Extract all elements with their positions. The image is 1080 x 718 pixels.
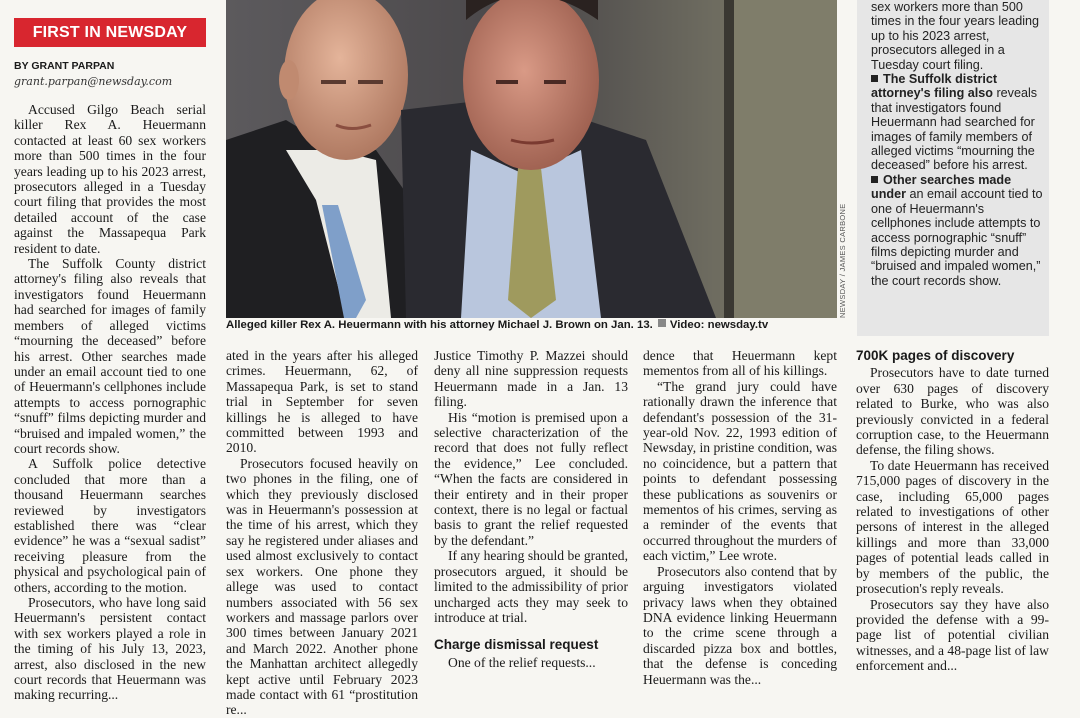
article-column-3 bbox=[434, 348, 628, 675]
square-bullet-icon bbox=[658, 319, 666, 327]
square-bullet-icon bbox=[871, 176, 878, 183]
subhead-discovery: 700K pages of discovery bbox=[856, 348, 1015, 363]
paragraph: One of the relief requests... bbox=[448, 654, 596, 670]
paragraph: Prosecutors focused heavily on two phones in the filing, one of which they previously disclosed was in Heuermann's possession at the time of his arrest, which they say he registered under aliases and used almost exclusively to contact sex workers. One phone they allege was used to contact numbers associated with 56 sex workers and massage parlors over 300 times between January 2021 and March 2022. Another phone the Manhattan architect allegedly kept active until February 2023 made contact with 61 “prostitution re... bbox=[226, 455, 418, 718]
paragraph: To date Heuermann has received 715,000 pages of discovery in the case, including 65,000 pages related to investigations of other persons of interest in the alleged killings and more than 33,000 pages of potential leads called in by members of the public, the prosecution's reply reveals. bbox=[856, 457, 1049, 597]
paragraph: The Suffolk County district attorney's filing also reveals that investigators found Heuermann had searched for images of family members of alleged victims “mourning the deceased” before his arrest. Other searches made under an email account tied to one of Heuermann's cellphones include attempts to access pornographic “snuff” films depicting murder and “bruised and impaled women,” the court records show. bbox=[14, 256, 206, 456]
paragraph: Prosecutors have to date turned over 630 pages of discovery related to Burke, who was also previously convicted in a federal corruption case, to the Heuermann defense, the filing shows. bbox=[856, 365, 1049, 458]
paragraph: Accused Gilgo Beach serial killer Rex A. Heuermann contacted at least 60 sex workers more than 500 times in the four years leading up to his 2023 arrest, prosecutors alleged in a Tuesday court filing that provides the most detailed account of the case against the Massapequa Park resident to date. bbox=[14, 102, 206, 256]
paragraph: If any hearing should be granted, prosecutors argued, it should be limited to the admissibility of prior uncharged acts they may seek to introduce at trial. bbox=[434, 548, 628, 625]
byline: BY GRANT PARPAN bbox=[14, 60, 115, 72]
subhead-charge-dismissal: Charge dismissal request bbox=[434, 637, 599, 653]
paragraph: A Suffolk police detective concluded that more than a thousand Heuermann searches reviewed by investigators established there was “clear evidence” he was a “sexual sadist” receiving pleasure from the physical and psychological pain of others, according to the motion. bbox=[14, 456, 206, 595]
sidebar-bullet: The Suffolk district attorney's filing also reveals that investigators found Heuermann had searched for images of family members of alleged victims “mourning the deceased” before his arrest. bbox=[871, 72, 1038, 173]
paragraph: dence that Heuermann kept mementos from all of his killings. bbox=[643, 348, 837, 379]
section-banner: FIRST IN NEWSDAY bbox=[14, 18, 206, 47]
paragraph: Prosecutors also contend that by arguing investigators violated privacy laws when they obtained DNA evidence linking Heuermann to the crime scene through a discarded pizza box and bottles, that the defense is conceding Heuermann was the... bbox=[643, 563, 837, 687]
square-bullet-icon bbox=[871, 75, 878, 82]
paragraph: Justice Timothy P. Mazzei should deny all nine suppression requests Heuermann made in a Jan. 13 filing. bbox=[434, 348, 628, 410]
author-email: grant.parpan@newsday.com bbox=[14, 75, 173, 88]
article-column-2 bbox=[226, 348, 418, 718]
caption-text: Alleged killer Rex A. Heuermann with his attorney Michael J. Brown on Jan. 13. bbox=[226, 319, 653, 331]
paragraph: ated in the years after his alleged crimes. Heuermann, 62, of Massapequa Park, is set to stand trial in September for seven killings he is alleged to have committed between 1993 and 2010. bbox=[226, 348, 418, 456]
article-column-5 bbox=[856, 348, 1049, 675]
article-column-1 bbox=[14, 102, 206, 703]
article-column-4 bbox=[643, 348, 837, 687]
paragraph: Prosecutors, who have long said Heuermann's persistent contact with sex workers played a role in the timing of his July 13, 2023, arrest, also disclosed in the new court records that Heuermann was making recurring... bbox=[14, 595, 206, 703]
video-link[interactable]: Video: newsday.tv bbox=[669, 319, 769, 331]
paragraph: His “motion is premised upon a selective characterization of the record that does not fully reflect the evidence,” Lee concluded. “When the facts are considered in their entirety and in their proper context, there is no legal or factual basis to grant the relief requested by the defendant.” bbox=[434, 409, 628, 548]
photo-caption bbox=[226, 319, 846, 331]
sidebar-bullet: Other searches made under an email account tied to one of Heuermann's cellphones include attempts to access pornographic “snuff” films depicting murder and “bruised and impaled women,” the court records show. bbox=[871, 172, 1043, 288]
photo-illustration bbox=[226, 0, 837, 318]
sidebar-intro: sex workers more than 500 times in the four years leading up to his 2023 arrest, prosecutors alleged in a Tuesday court filing. bbox=[871, 0, 1040, 72]
paragraph: “The grand jury could have rationally drawn the inference that defendant's possession of the 31-year-old Nov. 22, 1993 edition of Newsday, in pristine condition, was no coincidence, but a pattern that points to defendant possessing these publications as souvenirs or mementos of his crimes, serving as a reminder of the events that occurred throughout the murders of each victim,” Lee wrote. bbox=[643, 378, 837, 564]
news-photo bbox=[226, 0, 837, 318]
summary-sidebar bbox=[857, 0, 1049, 336]
paragraph: Prosecutors say they have also provided the defense with a 99-page list of potential civilian witnesses, and a 48-page list of law enforcement and... bbox=[856, 596, 1049, 674]
photo-credit: NEWSDAY / JAMES CARBONE bbox=[838, 203, 847, 318]
